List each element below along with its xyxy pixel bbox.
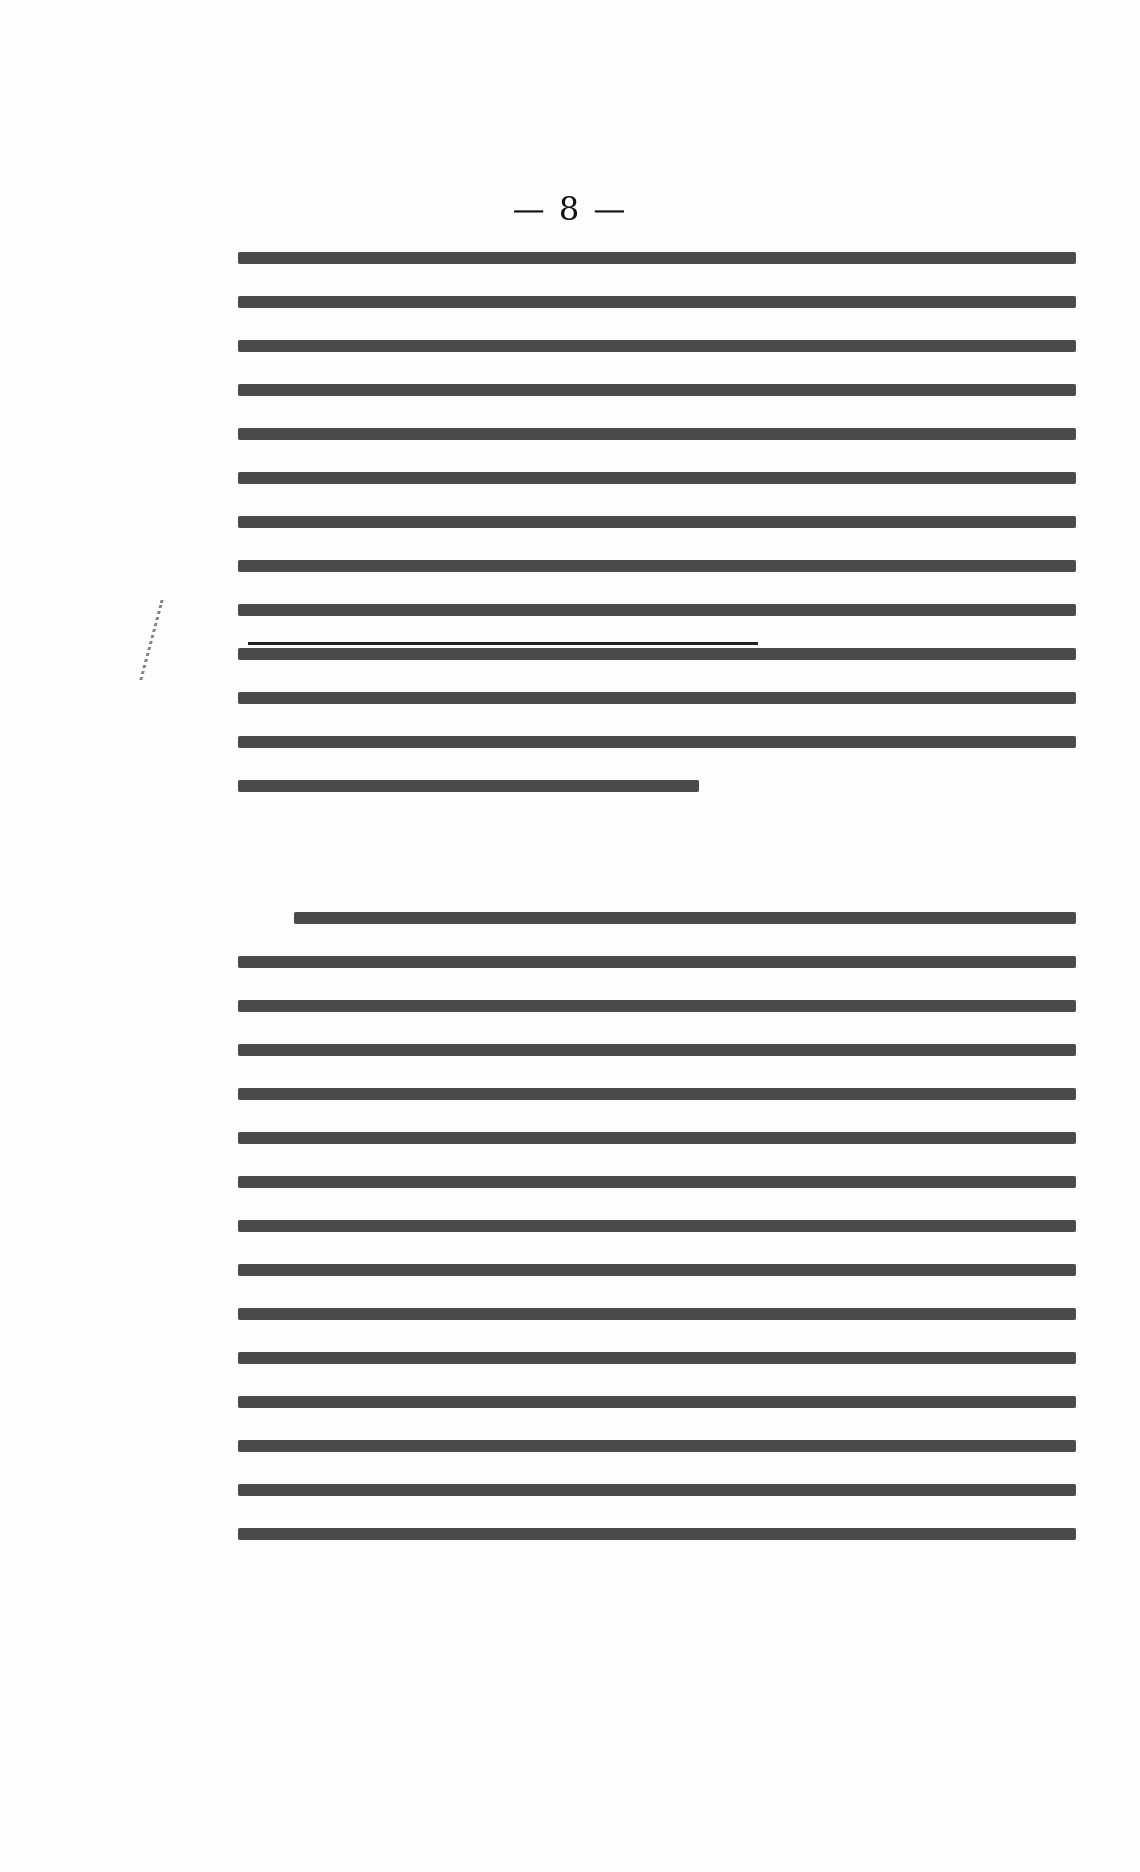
text-line (238, 560, 1076, 572)
text-line (238, 252, 1076, 264)
page-number: — 8 — (512, 190, 628, 228)
margin-annotation (139, 600, 203, 680)
text-line (238, 1396, 1076, 1408)
text-line (238, 956, 1076, 968)
text-line (238, 1220, 1076, 1232)
paragraph-1 (238, 252, 1076, 824)
text-line (238, 736, 1076, 748)
text-line (238, 428, 1076, 440)
text-line (238, 1176, 1076, 1188)
text-line (238, 1440, 1076, 1452)
text-line (238, 1000, 1076, 1012)
text-line (238, 1044, 1076, 1056)
text-line (238, 296, 1076, 308)
text-line (238, 780, 699, 792)
text-line (238, 516, 1076, 528)
text-line (238, 604, 1076, 616)
text-line (238, 384, 1076, 396)
text-line (238, 1352, 1076, 1364)
paragraph-2 (238, 912, 1076, 1572)
text-line (238, 472, 1076, 484)
text-line (238, 1528, 1076, 1540)
text-line (294, 912, 1076, 924)
text-line (238, 1308, 1076, 1320)
text-line (238, 340, 1076, 352)
text-line (238, 648, 1076, 660)
text-line (238, 1484, 1076, 1496)
text-line (238, 1264, 1076, 1276)
text-line (238, 1132, 1076, 1144)
text-line (238, 1088, 1076, 1100)
handwritten-underline (248, 642, 758, 645)
text-line (238, 692, 1076, 704)
